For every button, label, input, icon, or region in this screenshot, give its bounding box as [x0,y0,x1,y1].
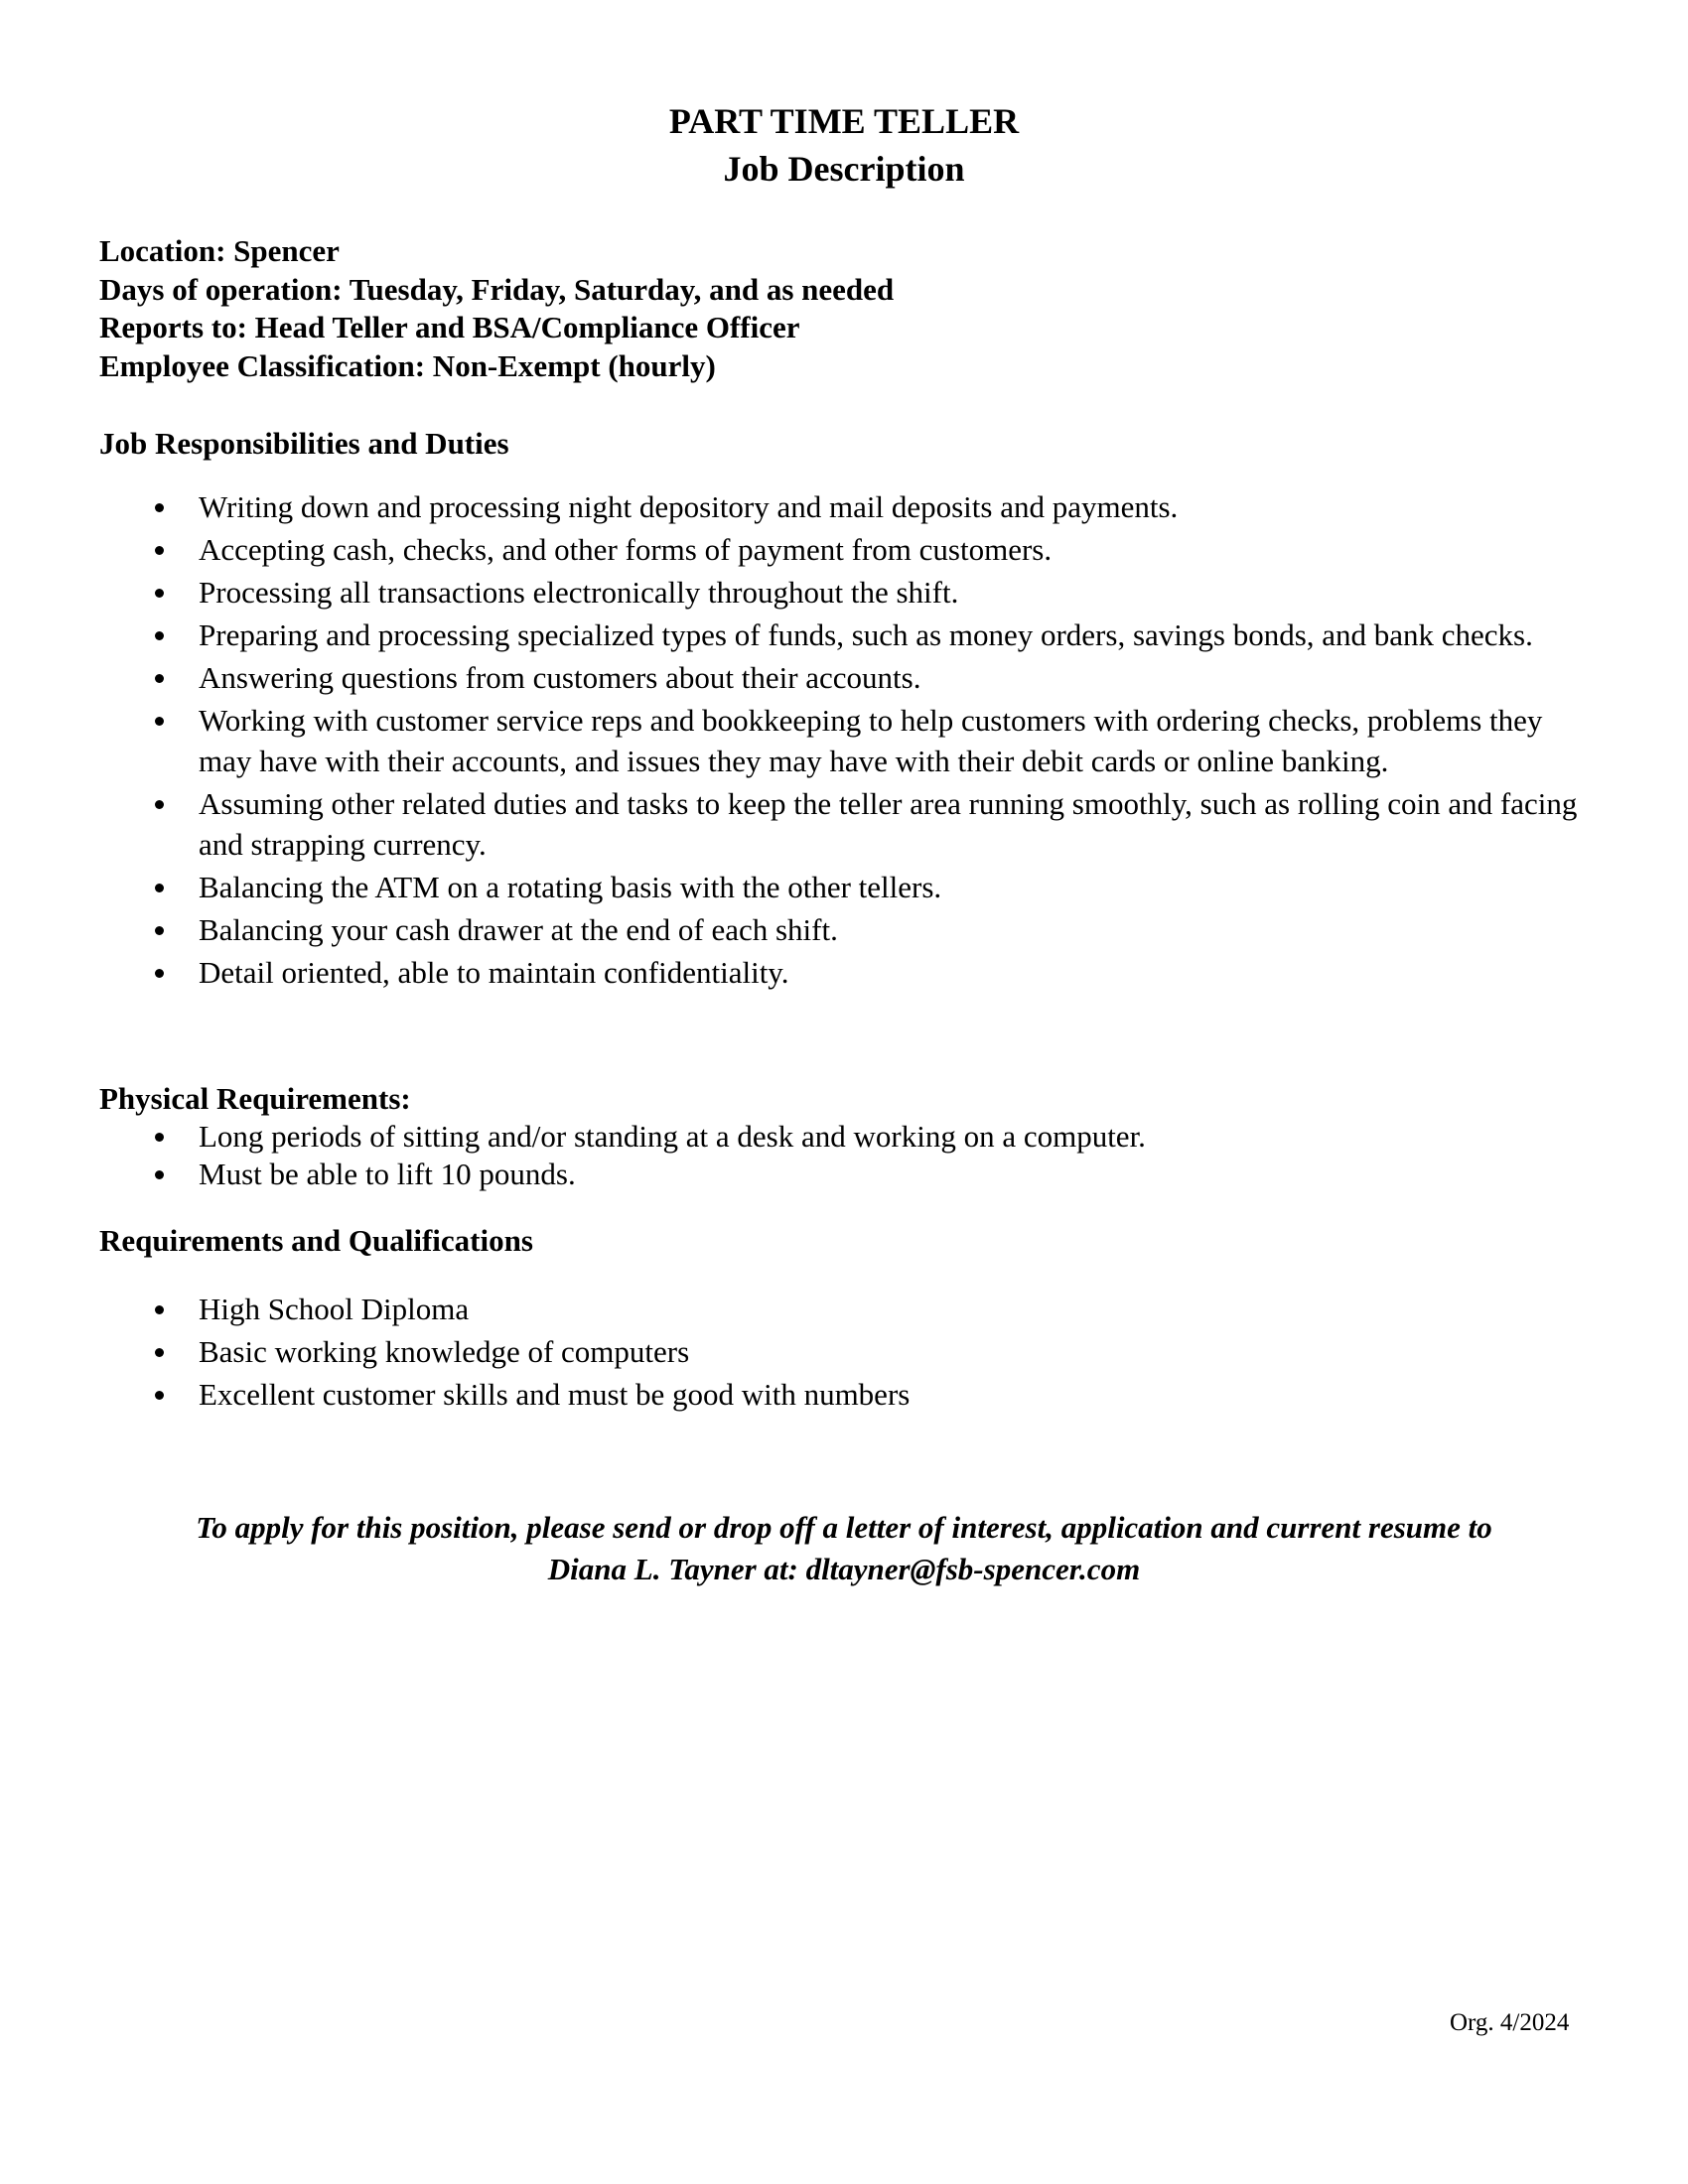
list-item: Long periods of sitting and/or standing at a desk and working on a computer. [99,1118,1589,1156]
reports-to-line: Reports to: Head Teller and BSA/Compliance Officer [99,310,800,344]
list-item: Basic working knowledge of computers [99,1330,1589,1373]
list-item: Accepting cash, checks, and other forms of payment from customers. [99,529,1589,570]
list-item: Assuming other related duties and tasks to keep the teller area running smoothly, such as rolling coin and facing and strapping currency. [99,783,1589,865]
list-item: Balancing your cash drawer at the end of each shift. [99,909,1589,950]
list-item: Balancing the ATM on a rotating basis with the other tellers. [99,867,1589,907]
job-meta [99,232,894,385]
apply-instructions [0,1507,1688,1590]
location-line: Location: Spencer [99,233,340,268]
list-item: Writing down and processing night depository and mail deposits and payments. [99,486,1589,527]
list-item: High School Diploma [99,1288,1589,1330]
page-subtitle: Job Description [723,149,965,189]
physical-heading: Physical Requirements: [99,1081,411,1116]
list-item: Preparing and processing specialized types of funds, such as money orders, savings bonds, and bank checks. [99,614,1589,655]
list-item: Excellent customer skills and must be good with numbers [99,1373,1589,1416]
apply-line-2: Diana L. Tayner at: dltayner@fsb-spencer.com [547,1552,1141,1586]
list-item: Processing all transactions electronically throughout the shift. [99,572,1589,613]
classification-line: Employee Classification: Non-Exempt (hourly) [99,347,716,383]
list-item: Working with customer service reps and bookkeeping to help customers with ordering checks, problems they may have with their accounts, and issues they may have with their debit cards or online banking. [99,700,1589,781]
days-line: Days of operation: Tuesday, Friday, Saturday, and as needed [99,271,895,307]
apply-line-1: To apply for this position, please send or drop off a letter of interest, application and current resume to [196,1510,1492,1545]
requirements-heading: Requirements and Qualifications [99,1223,533,1258]
physical-list [99,1118,1589,1193]
title-block [0,97,1688,193]
page-title: PART TIME TELLER [668,101,1020,141]
list-item: Must be able to lift 10 pounds. [99,1156,1589,1193]
revision-note: Org. 4/2024 [1450,2009,1570,2036]
requirements-list [99,1288,1589,1416]
duties-list [99,486,1589,995]
duties-heading: Job Responsibilities and Duties [99,426,509,461]
list-item: Detail oriented, able to maintain confidentiality. [99,952,1589,993]
list-item: Answering questions from customers about their accounts. [99,657,1589,698]
